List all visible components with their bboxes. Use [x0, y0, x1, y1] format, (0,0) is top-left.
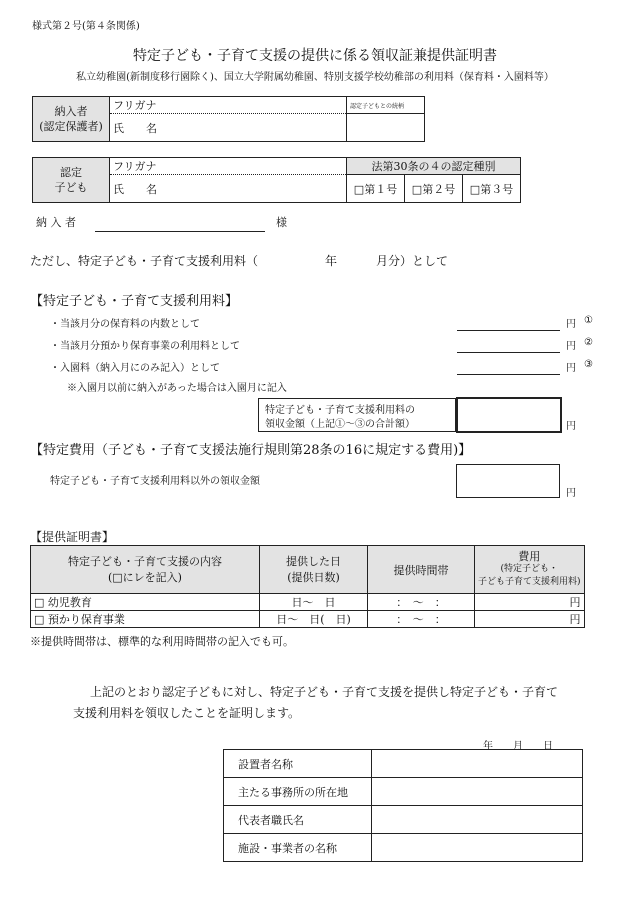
- table-row: [224, 778, 583, 806]
- payer-name-label: 氏 名: [113, 121, 157, 135]
- fee-item-amount-field[interactable]: [457, 352, 560, 353]
- provider-table: [223, 749, 583, 862]
- fee-item-unit: 円: [566, 363, 576, 374]
- provision-col-content-line2: (□にレを記入): [108, 570, 182, 584]
- child-label-line2: 子ども: [54, 181, 88, 194]
- provider-label: 主たる事務所の所在地: [224, 778, 372, 806]
- certification-date: 年 月 日: [483, 741, 553, 752]
- fee-total-label-line1: 特定子ども・子育て支援利用料の: [265, 405, 415, 416]
- fee-item-unit: 円: [566, 341, 576, 352]
- provision-col-content: [31, 546, 260, 594]
- table-row: [31, 594, 585, 611]
- payer-label-cell: [33, 97, 110, 142]
- provider-label: 設置者名称: [224, 750, 372, 778]
- payer-furigana-field[interactable]: [110, 97, 347, 114]
- fee-item-mark: ②: [584, 337, 593, 348]
- provider-value-field[interactable]: [372, 806, 583, 834]
- special-fee-label: 特定子ども・子育て支援利用料以外の領収金額: [50, 476, 260, 487]
- child-table: [32, 157, 521, 203]
- fee-note: ※入園月以前に納入があった場合は入園月に記入: [67, 383, 287, 394]
- special-fee-unit: 円: [566, 488, 576, 499]
- provision-col-cost-line3: 子ども子育て支援利用料): [478, 577, 581, 587]
- however-prefix: ただし、特定子ども・子育て支援利用料（: [30, 254, 259, 268]
- provision-table: [30, 545, 585, 628]
- provision-col-days-line1: 提供した日: [286, 554, 341, 568]
- provision-content-checkbox[interactable]: □ 預かり保育事業: [31, 611, 260, 628]
- payer-name-field[interactable]: [110, 114, 347, 142]
- table-row: [224, 834, 583, 862]
- special-fee-amount-field[interactable]: [456, 464, 560, 498]
- table-row: [224, 806, 583, 834]
- fee-total-label-box: [258, 398, 456, 432]
- provider-value-field[interactable]: [372, 750, 583, 778]
- provider-value-field[interactable]: [372, 778, 583, 806]
- payer-label-line2: (認定保護者): [39, 120, 103, 133]
- certification-line1: 上記のとおり認定子どもに対し、特定子ども・子育て支援を提供し特定子ども・子育て: [90, 685, 559, 699]
- provision-time-field[interactable]: ： ～ ：: [368, 594, 475, 611]
- child-furigana-label: フリガナ: [113, 160, 157, 173]
- page-title: 特定子ども・子育て支援の提供に係る領収証兼提供証明書: [133, 48, 497, 64]
- cert-type-header: 法第30条の４の認定種別: [347, 158, 521, 175]
- cert-type-1-checkbox[interactable]: □第１号: [347, 175, 405, 203]
- fee-item-label: ・当該月分預かり保育事業の利用料として: [50, 341, 240, 352]
- relation-header: 認定子どもとの続柄: [347, 97, 425, 114]
- provision-content-checkbox[interactable]: □ 幼児教育: [31, 594, 260, 611]
- payee-name-field[interactable]: [95, 231, 265, 232]
- provision-col-cost-line2: (特定子ども・: [500, 564, 559, 574]
- child-name-field[interactable]: [110, 175, 347, 203]
- fee-item-unit: 円: [566, 319, 576, 330]
- provision-heading: 【提供証明書】: [30, 530, 115, 544]
- payee-label: 納 入 者: [36, 216, 76, 229]
- fee-section-heading: 【特定子ども・子育て支援利用料】: [30, 294, 239, 309]
- however-month: 月分）として: [376, 254, 449, 268]
- fee-item-amount-field[interactable]: [457, 330, 560, 331]
- child-label-line1: 認定: [60, 166, 82, 179]
- provision-col-days: [260, 546, 368, 594]
- payer-label-line1: 納入者: [54, 105, 88, 118]
- table-row: [31, 611, 585, 628]
- provision-col-content-line1: 特定子ども・子育て支援の内容: [68, 554, 222, 568]
- child-furigana-field[interactable]: [110, 158, 347, 175]
- fee-item-label: ・当該月分の保育料の内数として: [50, 319, 200, 330]
- payee-suffix: 様: [276, 216, 287, 229]
- provision-col-days-line2: (提供日数): [287, 570, 340, 584]
- cert-type-3-checkbox[interactable]: □第３号: [463, 175, 521, 203]
- provision-days-field[interactable]: 日～ 日: [260, 594, 368, 611]
- cert-type-2-checkbox[interactable]: □第２号: [405, 175, 463, 203]
- payer-furigana-label: フリガナ: [113, 99, 157, 112]
- child-name-label: 氏 名: [113, 182, 157, 196]
- provider-label: 施設・事業者の名称: [224, 834, 372, 862]
- provision-days-field[interactable]: 日～ 日( 日): [260, 611, 368, 628]
- fee-item-mark: ①: [584, 315, 593, 326]
- provider-value-field[interactable]: [372, 834, 583, 862]
- provision-col-cost: [475, 546, 585, 594]
- provision-col-time: 提供時間帯: [368, 546, 475, 594]
- provision-cost-field[interactable]: 円: [475, 594, 585, 611]
- provision-cost-field[interactable]: 円: [475, 611, 585, 628]
- table-row: [224, 750, 583, 778]
- form-number: 様式第２号(第４条関係): [32, 21, 140, 32]
- provision-time-field[interactable]: ： ～ ：: [368, 611, 475, 628]
- however-year: 年: [325, 254, 338, 268]
- provision-note: ※提供時間帯は、標準的な利用時間帯の記入でも可。: [30, 635, 294, 648]
- fee-total-label-line2: 領収金額（上記①～③の合計額）: [265, 419, 415, 430]
- page-subtitle: 私立幼稚園(新制度移行園除く)、国立大学附属幼稚園、特別支援学校幼稚部の利用料（保育料・入園料等）: [76, 72, 554, 83]
- payer-table: [32, 96, 425, 142]
- fee-item-mark: ③: [584, 359, 593, 370]
- fee-total-amount-field[interactable]: [456, 397, 562, 433]
- relation-field[interactable]: [347, 114, 425, 142]
- child-label-cell: [33, 158, 110, 203]
- provision-col-cost-line1: 費用: [518, 550, 541, 563]
- fee-item-amount-field[interactable]: [457, 374, 560, 375]
- fee-total-unit: 円: [566, 421, 576, 432]
- fee-item-label: ・入園料（納入月にのみ記入）として: [50, 363, 220, 374]
- provider-label: 代表者職氏名: [224, 806, 372, 834]
- special-section-heading: 【特定費用（子ども・子育て支援法施行規則第28条の16に規定する費用)】: [30, 443, 472, 458]
- certification-line2: 支援利用料を領収したことを証明します。: [73, 706, 301, 720]
